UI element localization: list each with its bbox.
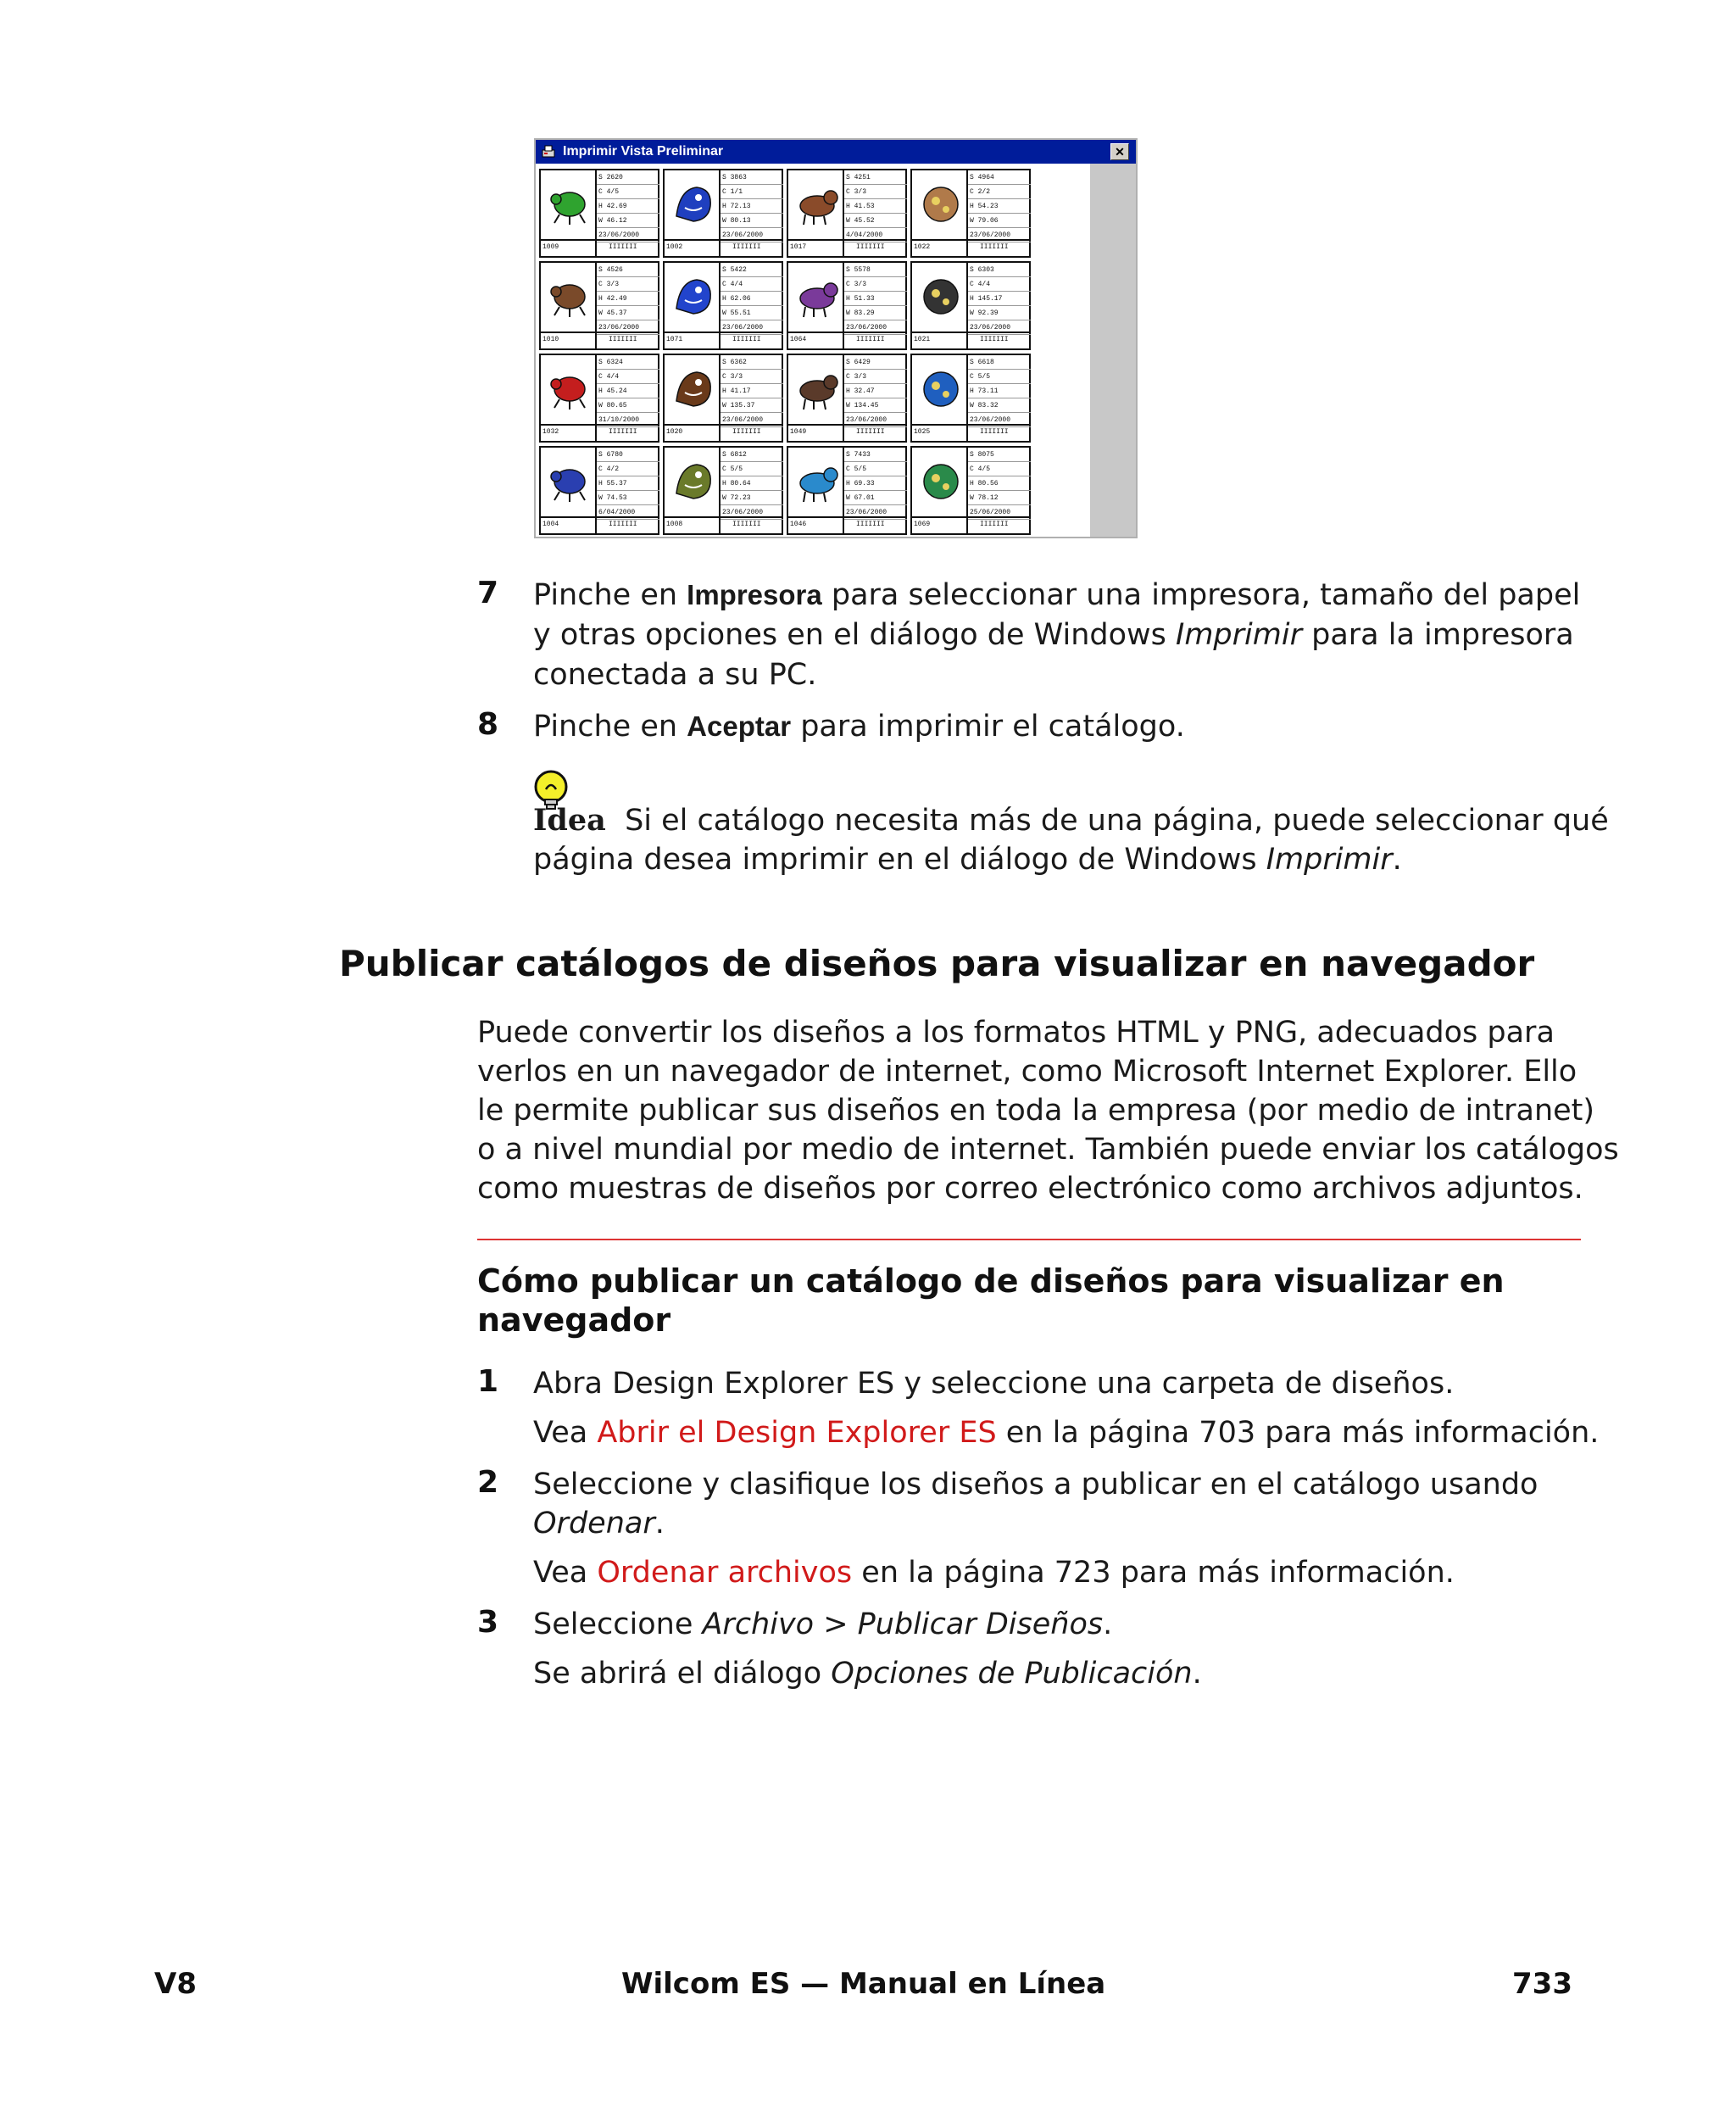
design-thumbnail-cell[interactable] — [910, 446, 1031, 535]
design-info-line: H 54.23 — [968, 199, 1031, 214]
design-info-line: S 6362 — [721, 355, 783, 370]
animal-design-icon — [792, 362, 843, 415]
design-info — [966, 355, 1031, 426]
design-barcode: IIIIIII — [719, 241, 780, 256]
text: Se abrirá el diálogo — [533, 1657, 832, 1691]
design-thumbnail-cell[interactable] — [539, 169, 659, 258]
design-thumbnail-cell[interactable] — [663, 169, 783, 258]
design-info-line: W 78.12 — [968, 491, 1031, 505]
procedure-heading-line-2: navegador — [477, 1301, 671, 1339]
design-footer — [788, 239, 905, 256]
design-info-line: H 42.49 — [597, 292, 659, 306]
frog-design-icon — [668, 454, 719, 507]
design-id: 1021 — [914, 336, 931, 343]
design-info-line: S 6618 — [968, 355, 1031, 370]
step-7-line-2 — [533, 616, 1574, 655]
design-footer — [665, 331, 782, 348]
design-info-line: 23/06/2000 — [968, 228, 1031, 242]
design-info-line: W 83.29 — [844, 306, 907, 320]
design-info — [843, 355, 907, 426]
design-info-line: S 6780 — [597, 448, 659, 462]
step-2-line-1: Seleccione y clasifique los diseños a publicar en el catálogo usando — [533, 1468, 1538, 1501]
step-7-line-1 — [533, 576, 1580, 615]
text: para seleccionar una impresora, tamaño del papel — [821, 578, 1581, 612]
step-3-text — [533, 1605, 1112, 1644]
design-info — [719, 170, 783, 241]
design-info-line: C 4/4 — [968, 277, 1031, 292]
text: . — [654, 1507, 665, 1540]
link-ordenar-archivos[interactable]: Ordenar archivos — [597, 1556, 853, 1590]
design-info-line: C 4/2 — [597, 462, 659, 476]
design-id: 1002 — [666, 243, 683, 251]
dialog-ref: Imprimir — [1266, 843, 1393, 877]
design-info-line: C 4/5 — [597, 185, 659, 199]
design-info-line: C 2/2 — [968, 185, 1031, 199]
design-footer — [788, 331, 905, 348]
design-barcode: IIIIIII — [719, 426, 780, 441]
design-info-line: 23/06/2000 — [597, 320, 659, 335]
design-info-line: C 3/3 — [844, 185, 907, 199]
design-info-line: W 134.45 — [844, 398, 907, 413]
design-barcode: IIIIIII — [843, 241, 904, 256]
text: . — [1192, 1657, 1202, 1691]
design-info-line: C 4/4 — [721, 277, 783, 292]
horse-design-icon — [668, 177, 719, 230]
design-info-line: S 5422 — [721, 263, 783, 277]
design-footer — [665, 239, 782, 256]
design-barcode: IIIIIII — [595, 426, 656, 441]
design-info-line: W 92.39 — [968, 306, 1031, 320]
dog-design-icon — [915, 177, 966, 230]
design-info-line: H 62.06 — [721, 292, 783, 306]
impresora-button-ref: Impresora — [687, 579, 822, 610]
design-footer — [541, 239, 658, 256]
design-thumbnail-cell[interactable] — [787, 354, 907, 443]
close-icon[interactable]: ✕ — [1110, 143, 1129, 160]
design-info-line: W 72.23 — [721, 491, 783, 505]
design-info — [595, 263, 659, 333]
text: en la página 703 para más información. — [996, 1416, 1600, 1450]
design-info-line: 23/06/2000 — [721, 228, 783, 242]
design-info-line: C 5/5 — [844, 462, 907, 476]
design-id: 1046 — [790, 521, 807, 528]
design-barcode: IIIIIII — [843, 518, 904, 533]
dachshund-design-icon — [668, 362, 719, 415]
design-info-line: C 4/5 — [968, 462, 1031, 476]
design-info — [843, 263, 907, 333]
design-info-line: W 80.13 — [721, 214, 783, 228]
scrollbar[interactable] — [1090, 164, 1136, 537]
design-barcode: IIIIIII — [595, 518, 656, 533]
design-info-line: 23/06/2000 — [721, 320, 783, 335]
design-id: 1069 — [914, 521, 931, 528]
design-info-line: S 4251 — [844, 170, 907, 185]
design-barcode: IIIIIII — [595, 333, 656, 348]
design-info-line: W 46.12 — [597, 214, 659, 228]
design-barcode: IIIIIII — [966, 241, 1027, 256]
design-info-line: W 135.37 — [721, 398, 783, 413]
link-abrir-design-explorer[interactable]: Abrir el Design Explorer ES — [597, 1416, 997, 1450]
text: para imprimir el catálogo. — [791, 710, 1185, 744]
design-barcode: IIIIIII — [843, 426, 904, 441]
design-info-line: 23/06/2000 — [844, 320, 907, 335]
design-footer — [912, 331, 1029, 348]
design-barcode: IIIIIII — [719, 518, 780, 533]
design-info-line: 4/04/2000 — [844, 228, 907, 242]
design-info-line: H 41.53 — [844, 199, 907, 214]
procedure-divider — [477, 1239, 1581, 1240]
design-info — [843, 448, 907, 518]
design-info-line: S 8075 — [968, 448, 1031, 462]
design-info-line: 6/04/2000 — [597, 505, 659, 520]
design-info-line: H 73.11 — [968, 384, 1031, 398]
step-number-7: 7 — [477, 576, 499, 610]
step-number-2: 2 — [477, 1465, 499, 1500]
design-info-line: W 45.37 — [597, 306, 659, 320]
design-info-line: S 3863 — [721, 170, 783, 185]
design-info-line: S 4526 — [597, 263, 659, 277]
design-info — [966, 448, 1031, 518]
design-info-line: 23/06/2000 — [844, 413, 907, 427]
design-footer — [541, 331, 658, 348]
procedure-heading-line-1: Cómo publicar un catálogo de diseños para visualizar en — [477, 1262, 1505, 1300]
design-info-line: H 80.64 — [721, 476, 783, 491]
design-info-line: C 4/4 — [597, 370, 659, 384]
design-info-line: H 72.13 — [721, 199, 783, 214]
idea-line-2 — [533, 840, 1402, 879]
ladybug-design-icon — [544, 362, 595, 415]
step-number-1: 1 — [477, 1364, 499, 1399]
footer-title: Wilcom ES — Manual en Línea — [621, 1967, 1106, 2001]
design-info-line: W 55.51 — [721, 306, 783, 320]
design-info-line: H 41.17 — [721, 384, 783, 398]
text: página desea imprimir en el diálogo de Windows — [533, 843, 1266, 877]
menu-path: Archivo > Publicar Diseños — [702, 1607, 1104, 1641]
design-thumbnail-cell[interactable] — [787, 261, 907, 350]
design-id: 1010 — [542, 336, 559, 343]
design-info — [966, 263, 1031, 333]
text: para la impresora — [1301, 618, 1574, 652]
design-info — [966, 170, 1031, 241]
globe-design-icon — [915, 362, 966, 415]
section-paragraph-line-4: o a nivel mundial por medio de internet. También puede enviar los catálogos — [477, 1133, 1619, 1167]
design-info-line: H 80.56 — [968, 476, 1031, 491]
design-id: 1022 — [914, 243, 931, 251]
design-info-line: H 69.33 — [844, 476, 907, 491]
footer-page-number: 733 — [1512, 1967, 1572, 2001]
window-title: Imprimir Vista Preliminar — [563, 144, 724, 159]
procedure-heading — [477, 1262, 1579, 1340]
design-id: 1020 — [666, 428, 683, 436]
design-id: 1032 — [542, 428, 559, 436]
design-id: 1064 — [790, 336, 807, 343]
design-thumbnail-cell[interactable] — [787, 169, 907, 258]
design-info-line: W 45.52 — [844, 214, 907, 228]
design-info-line: W 83.32 — [968, 398, 1031, 413]
design-info-line: W 67.01 — [844, 491, 907, 505]
section-paragraph-line-3: le permite publicar sus diseños en toda la empresa (por medio de intranet) — [477, 1094, 1595, 1128]
step-2-see-also — [533, 1553, 1455, 1592]
print-preview-screenshot — [534, 138, 1138, 538]
design-thumbnail-cell[interactable] — [663, 446, 783, 535]
design-info-line: C 5/5 — [721, 462, 783, 476]
step-1-see-also — [533, 1413, 1599, 1452]
section-paragraph-line-2: verlos en un navegador de internet, como Microsoft Internet Explorer. Ello — [477, 1055, 1577, 1089]
snail-design-icon — [792, 270, 843, 322]
dialog-ref: Imprimir — [1176, 618, 1302, 652]
dialog-ref: Opciones de Publicación — [831, 1657, 1193, 1691]
design-footer — [912, 424, 1029, 441]
design-thumbnail-cell[interactable] — [663, 261, 783, 350]
design-barcode: IIIIIII — [843, 333, 904, 348]
step-1-text: Abra Design Explorer ES y seleccione una carpeta de diseños. — [533, 1367, 1455, 1401]
text: Si el catálogo necesita más de una página, puede seleccionar qué — [625, 804, 1609, 838]
design-barcode: IIIIIII — [966, 333, 1027, 348]
design-footer — [541, 424, 658, 441]
mouse-design-icon — [668, 270, 719, 322]
cow-design-icon — [792, 177, 843, 230]
design-info-line: 23/06/2000 — [721, 413, 783, 427]
text: . — [1103, 1607, 1113, 1641]
design-info — [719, 448, 783, 518]
step-number-8: 8 — [477, 707, 499, 742]
design-info-line: S 6324 — [597, 355, 659, 370]
design-info-line: S 7433 — [844, 448, 907, 462]
footer-version: V8 — [154, 1967, 197, 2001]
text: Vea — [533, 1416, 598, 1450]
section-heading: Publicar catálogos de diseños para visualizar en navegador — [339, 943, 1535, 984]
design-info-line: C 3/3 — [597, 277, 659, 292]
design-info-line: C 5/5 — [968, 370, 1031, 384]
step-3-result — [533, 1654, 1202, 1693]
design-info-line: 23/06/2000 — [844, 505, 907, 520]
design-info — [719, 263, 783, 333]
design-thumbnail-cell[interactable] — [910, 261, 1031, 350]
design-thumbnail-cell[interactable] — [539, 261, 659, 350]
section-paragraph-line-1: Puede convertir los diseños a los formatos HTML y PNG, adecuados para — [477, 1016, 1555, 1050]
design-footer — [788, 424, 905, 441]
idea-line-1 — [533, 801, 1609, 840]
design-info-line: C 3/3 — [721, 370, 783, 384]
design-info-line: W 80.65 — [597, 398, 659, 413]
design-footer — [665, 424, 782, 441]
design-info-line: 23/06/2000 — [721, 505, 783, 520]
design-id: 1017 — [790, 243, 807, 251]
design-info-line: 23/06/2000 — [597, 228, 659, 242]
design-barcode: IIIIIII — [966, 518, 1027, 533]
design-info-line: S 5578 — [844, 263, 907, 277]
design-thumbnail-cell[interactable] — [787, 446, 907, 535]
design-footer — [912, 239, 1029, 256]
design-info-line: S 6812 — [721, 448, 783, 462]
design-info-line: S 6303 — [968, 263, 1031, 277]
step-2-line-2 — [533, 1504, 665, 1543]
design-info-line: H 51.33 — [844, 292, 907, 306]
turtle-design-icon — [915, 454, 966, 507]
design-info-line: C 1/1 — [721, 185, 783, 199]
bird-design-icon — [792, 454, 843, 507]
text: Vea — [533, 1556, 598, 1590]
design-id: 1008 — [666, 521, 683, 528]
design-thumbnail-grid — [539, 169, 1031, 535]
design-id: 1049 — [790, 428, 807, 436]
design-info — [595, 448, 659, 518]
command-ref: Ordenar — [533, 1507, 655, 1540]
design-id: 1004 — [542, 521, 559, 528]
text: Pinche en — [533, 710, 687, 744]
design-barcode: IIIIIII — [966, 426, 1027, 441]
step-number-3: 3 — [477, 1605, 499, 1640]
design-id: 1071 — [666, 336, 683, 343]
printer-app-icon — [541, 144, 556, 159]
design-info — [843, 170, 907, 241]
design-info-line: H 45.24 — [597, 384, 659, 398]
text: Pinche en — [533, 578, 687, 612]
design-barcode: IIIIIII — [719, 333, 780, 348]
design-info-line: 25/06/2000 — [968, 505, 1031, 520]
design-info-line: H 42.69 — [597, 199, 659, 214]
design-info-line: S 4964 — [968, 170, 1031, 185]
design-info-line: H 55.37 — [597, 476, 659, 491]
design-thumbnail-cell[interactable] — [539, 354, 659, 443]
bull-design-icon — [544, 270, 595, 322]
design-info-line: 31/10/2000 — [597, 413, 659, 427]
design-footer — [541, 516, 658, 533]
design-barcode: IIIIIII — [595, 241, 656, 256]
design-info-line: C 3/3 — [844, 277, 907, 292]
design-id: 1025 — [914, 428, 931, 436]
design-footer — [912, 516, 1029, 533]
step-8-line-1 — [533, 707, 1185, 746]
text: . — [1392, 843, 1402, 877]
step-7-line-3: conectada a su PC. — [533, 658, 817, 692]
design-info-line: 23/06/2000 — [968, 320, 1031, 335]
design-info — [595, 170, 659, 241]
design-footer — [788, 516, 905, 533]
text: en la página 723 para más información. — [852, 1556, 1455, 1590]
idea-label: Idea — [533, 803, 606, 838]
bug-design-icon — [544, 177, 595, 230]
design-info-line: 23/06/2000 — [968, 413, 1031, 427]
design-thumbnail-cell[interactable] — [663, 354, 783, 443]
design-thumbnail-cell[interactable] — [910, 354, 1031, 443]
design-info-line: W 74.53 — [597, 491, 659, 505]
aceptar-button-ref: Aceptar — [687, 710, 792, 742]
giraffe-design-icon — [915, 270, 966, 322]
design-thumbnail-cell[interactable] — [539, 446, 659, 535]
design-info — [719, 355, 783, 426]
text: y otras opciones en el diálogo de Windows — [533, 618, 1177, 652]
design-thumbnail-cell[interactable] — [910, 169, 1031, 258]
design-footer — [665, 516, 782, 533]
design-info-line: S 2620 — [597, 170, 659, 185]
design-info-line: S 6429 — [844, 355, 907, 370]
window-title-bar — [536, 140, 1136, 164]
design-info — [595, 355, 659, 426]
text: Seleccione — [533, 1607, 703, 1641]
design-info-line: W 79.06 — [968, 214, 1031, 228]
section-paragraph-line-5: como muestras de diseños por correo electrónico como archivos adjuntos. — [477, 1172, 1583, 1206]
design-info-line: C 3/3 — [844, 370, 907, 384]
design-info-line: H 32.47 — [844, 384, 907, 398]
design-id: 1009 — [542, 243, 559, 251]
design-info-line: H 145.17 — [968, 292, 1031, 306]
fish-design-icon — [544, 454, 595, 507]
